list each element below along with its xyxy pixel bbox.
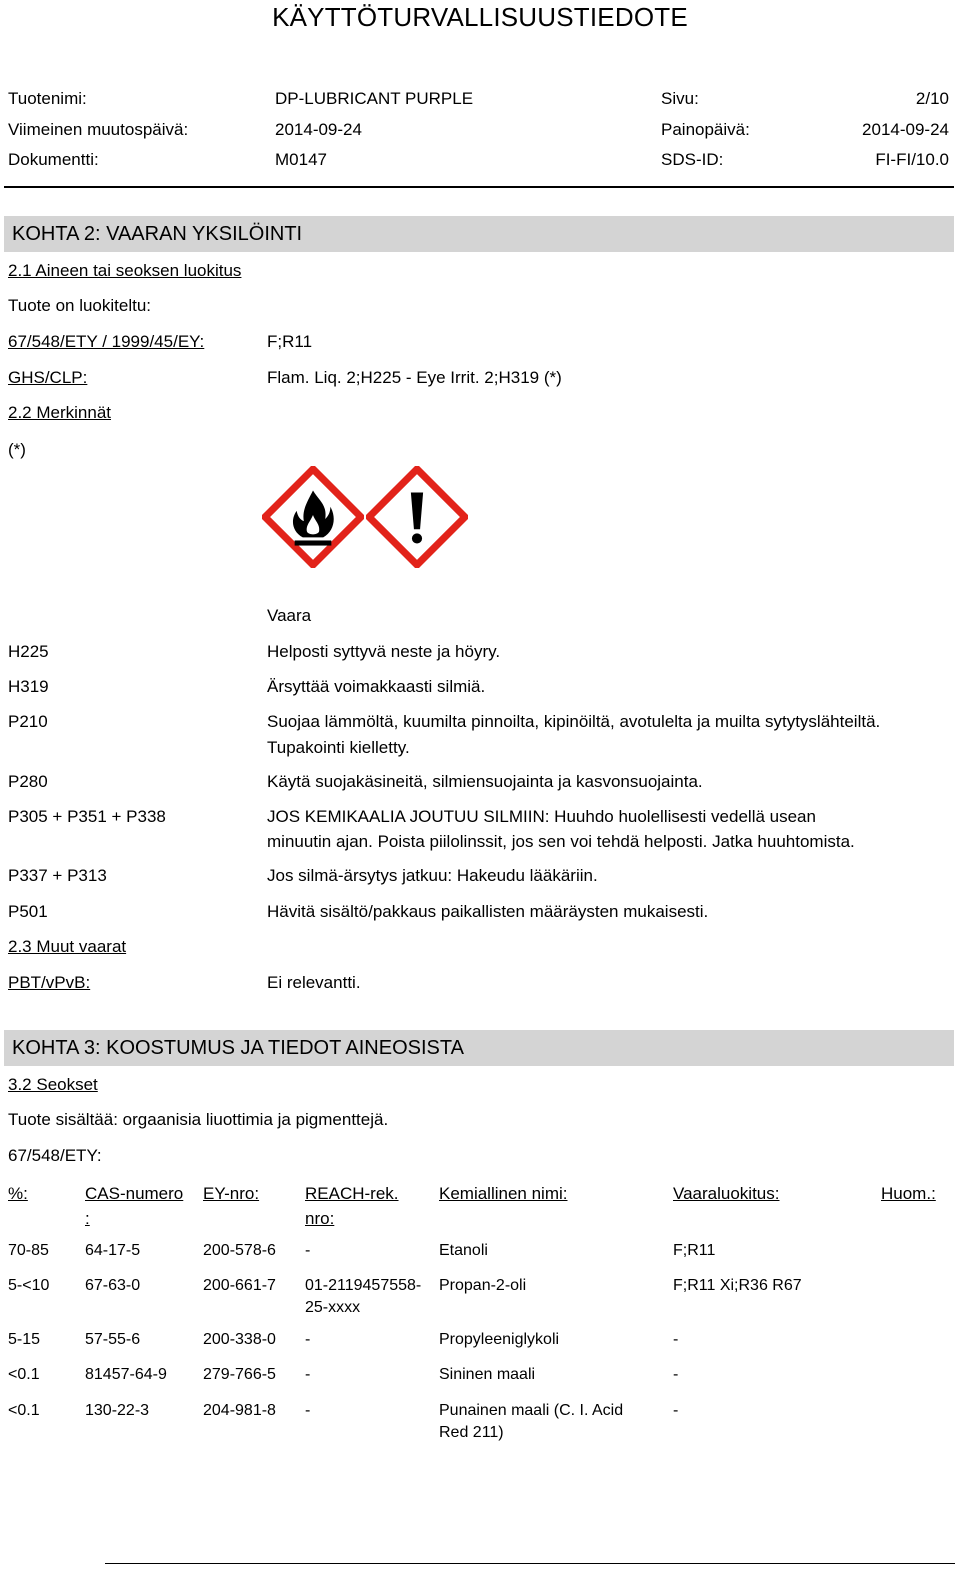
document-title: KÄYTTÖTURVALLISUUSTIEDOTE	[272, 2, 688, 32]
directive-value: F;R11	[267, 332, 313, 351]
subsection-2-1-heading: 2.1 Aineen tai seoksen luokitus	[8, 261, 242, 280]
cell-ec: 200-338-0	[203, 1331, 276, 1348]
cell-chemical-name: Propan-2-oli	[439, 1277, 527, 1294]
cell-ec: 204-981-8	[203, 1402, 276, 1419]
col-header-chemical-name: Kemiallinen nimi:	[439, 1184, 568, 1203]
col-header-reach-line2: nro:	[305, 1209, 335, 1228]
cell-percent: 5-<10	[8, 1277, 50, 1294]
statement-code: P337 + P313	[8, 866, 107, 885]
cell-percent: 70-85	[8, 1242, 49, 1259]
statement-code: H319	[8, 677, 49, 696]
sds-id-value: FI-FI/10.0	[875, 150, 949, 169]
statement-text: Helposti syttyvä neste ja höyry.	[267, 642, 501, 661]
statement-code: H225	[8, 642, 49, 661]
cell-chemical-name: Etanoli	[439, 1242, 488, 1259]
exclamation-icon	[366, 466, 468, 568]
cell-ec: 200-661-7	[203, 1277, 276, 1294]
cell-cas: 130-22-3	[85, 1402, 150, 1419]
cell-classification: -	[673, 1402, 679, 1419]
pbt-value: Ei relevantti.	[267, 973, 361, 992]
statement-text: Käytä suojakäsineitä, silmiensuojainta ja kasvonsuojainta.	[267, 772, 703, 791]
col-header-note: Huom.:	[881, 1184, 936, 1203]
statement-text: Suojaa lämmöltä, kuumilta pinnoilta, kipinöiltä, avotulelta ja muilta sytytyslähteiltä.	[267, 712, 881, 731]
statement-code: P280	[8, 772, 48, 791]
cell-classification: F;R11 Xi;R36 R67	[673, 1277, 802, 1294]
signal-word: Vaara	[267, 606, 312, 625]
print-date-value: 2014-09-24	[862, 120, 949, 139]
pbt-label: PBT/vPvB:	[8, 973, 91, 992]
section2-band	[4, 216, 954, 252]
pictogram-note: (*)	[8, 440, 26, 459]
statement-text: JOS KEMIKAALIA JOUTUU SILMIIN: Huuhdo huolellisesti vedellä usean	[267, 807, 816, 826]
ghs-clp-label: GHS/CLP:	[8, 368, 88, 387]
statement-text: Ärsyttää voimakkaasti silmiä.	[267, 677, 486, 696]
cell-percent: <0.1	[8, 1402, 40, 1419]
section3-band	[4, 1030, 954, 1066]
cell-cas: 57-55-6	[85, 1331, 141, 1348]
cell-reach: 01-2119457558-	[305, 1277, 422, 1294]
statement-code: P210	[8, 712, 48, 731]
modified-date-value: 2014-09-24	[275, 120, 362, 139]
document-value: M0147	[275, 150, 327, 169]
cell-reach-line2: 25-xxxx	[305, 1299, 361, 1316]
cell-cas: 64-17-5	[85, 1242, 141, 1259]
cell-cas: 81457-64-9	[85, 1366, 167, 1383]
section3-heading: KOHTA 3: KOOSTUMUS JA TIEDOT AINEOSISTA	[12, 1037, 464, 1059]
statement-text: Hävitä sisältö/pakkaus paikallisten määräysten mukaisesti.	[267, 902, 709, 921]
cell-percent: <0.1	[8, 1366, 40, 1383]
contains-text: Tuote sisältää: orgaanisia liuottimia ja pigmenttejä.	[8, 1110, 389, 1129]
statement-text-line2: minuutin ajan. Poista piilolinssit, jos sen voi tehdä helposti. Jatka huuhtomista.	[267, 832, 855, 851]
page-value: 2/10	[915, 89, 949, 108]
document-label: Dokumentti:	[8, 150, 99, 169]
cell-ec: 279-766-5	[203, 1366, 276, 1383]
sds-id-label: SDS-ID:	[661, 150, 724, 169]
statement-text-line2: Tupakointi kielletty.	[267, 738, 410, 757]
cell-chemical-name: Punainen maali (C. I. Acid	[439, 1402, 624, 1419]
directive-note: 67/548/ETY:	[8, 1146, 102, 1165]
cell-classification: -	[673, 1366, 679, 1383]
page-label: Sivu:	[661, 89, 699, 108]
product-name-label: Tuotenimi:	[8, 89, 87, 108]
col-header-cas: CAS-numero	[85, 1184, 184, 1203]
statement-code: P501	[8, 902, 48, 921]
cell-reach: -	[305, 1402, 311, 1419]
cell-reach: -	[305, 1366, 311, 1383]
classified-text: Tuote on luokiteltu:	[8, 296, 152, 315]
col-header-percent: %:	[8, 1184, 28, 1203]
statement-text: Jos silmä-ärsytys jatkuu: Hakeudu lääkäriin.	[267, 866, 598, 885]
cell-cas: 67-63-0	[85, 1277, 141, 1294]
subsection-2-2-heading: 2.2 Merkinnät	[8, 403, 111, 422]
print-date-label: Painopäivä:	[661, 120, 750, 139]
cell-chemical-name: Propyleeniglykoli	[439, 1331, 560, 1348]
directive-label: 67/548/ETY / 1999/45/EY:	[8, 332, 205, 351]
statement-code: P305 + P351 + P338	[8, 807, 166, 826]
modified-date-label: Viimeinen muutospäivä:	[8, 120, 189, 139]
cell-ec: 200-578-6	[203, 1242, 276, 1259]
col-header-cas-colon: :	[85, 1209, 90, 1228]
header-divider	[4, 186, 954, 188]
col-header-classification: Vaaraluokitus:	[673, 1184, 780, 1203]
footer-divider	[105, 1563, 955, 1564]
section2-heading: KOHTA 2: VAARAN YKSILÖINTI	[12, 223, 303, 245]
subsection-3-2-heading: 3.2 Seokset	[8, 1075, 98, 1094]
col-header-ec: EY-nro:	[203, 1184, 260, 1203]
cell-chemical-name-line2: Red 211)	[439, 1424, 504, 1441]
flame-icon	[262, 466, 364, 568]
cell-classification: -	[673, 1331, 679, 1348]
cell-percent: 5-15	[8, 1331, 41, 1348]
cell-reach: -	[305, 1331, 311, 1348]
cell-reach: -	[305, 1242, 311, 1259]
subsection-2-3-heading: 2.3 Muut vaarat	[8, 937, 127, 956]
cell-chemical-name: Sininen maali	[439, 1366, 536, 1383]
product-name-value: DP-LUBRICANT PURPLE	[275, 89, 474, 108]
col-header-reach: REACH-rek.	[305, 1184, 399, 1203]
cell-classification: F;R11	[673, 1242, 716, 1259]
ghs-clp-value: Flam. Liq. 2;H225 - Eye Irrit. 2;H319 (*)	[267, 368, 562, 387]
